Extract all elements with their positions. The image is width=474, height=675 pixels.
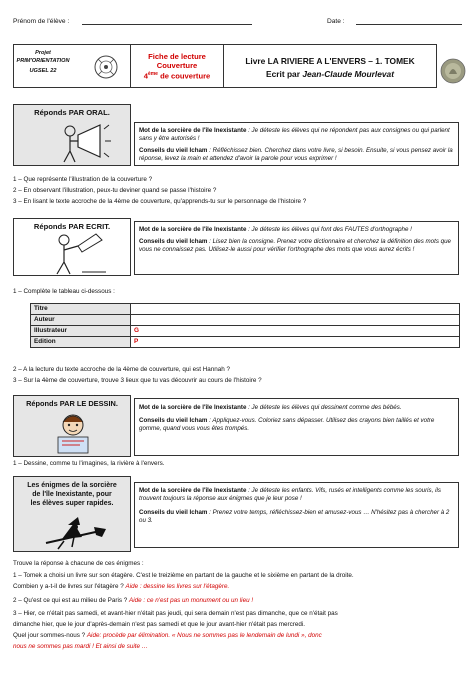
riddles-witch-label: Mot de la sorcière de l'île Inexistante [139, 487, 247, 494]
book-author [224, 69, 436, 80]
drawing-witch-quote [139, 404, 454, 412]
student-name-label: Prénom de l'élève : [13, 18, 70, 25]
table-value-cell[interactable] [131, 304, 460, 315]
drawing-witch-label: Mot de la sorcière de l'île Inexistante [139, 404, 247, 411]
sheet-title-rest: de couverture [157, 71, 211, 81]
riddle-3-line-3 [13, 632, 322, 640]
table-label-cell: Illustrateur [31, 326, 131, 337]
table-label-cell: Titre [31, 304, 131, 315]
project-line-1: Projet [35, 50, 51, 56]
sheet-title-line-1: Fiche de lecture [148, 52, 206, 61]
ugsel-logo-icon [92, 53, 120, 81]
date-line[interactable] [356, 24, 462, 25]
book-info-table [30, 303, 460, 348]
drawing-question: 1 – Dessine, comme tu l'imagines, la rivière à l'envers. [13, 460, 165, 467]
sheet-title [131, 52, 223, 81]
book-info-box [223, 44, 437, 88]
riddle-2 [13, 597, 253, 605]
witch-on-broom-icon [44, 517, 108, 551]
oral-icham-label: Conseils du vieil Icham [139, 146, 208, 154]
drawing-witch-text: : Je déteste les élèves qui dessinent comme des bébés. [246, 404, 402, 411]
written-advice-box [134, 221, 459, 275]
riddle-2-question: 2 – Qu'est ce qui est au milieu de Paris ? [13, 597, 130, 604]
riddles-advice-box [134, 482, 459, 548]
riddle-3-line-2: dimanche hier, que le jour d'après-demain n'est pas samedi et que le jour avant-hier n'était pas mercredi. [13, 621, 306, 628]
riddles-heading [14, 481, 130, 508]
riddle-1-line-2 [13, 583, 229, 591]
riddle-3-hint: Aide: procède par élimination. « Nous ne sommes pas le lendemain de lundi », donc [86, 632, 322, 639]
riddle-1-hint: Aide : dessine les livres sur l'étagère. [125, 583, 230, 590]
riddles-icham-text: : Prenez votre temps, réfléchissez-bien et amusez-vous … N'hésitez pas à chercher à 2 ou 3. [139, 508, 450, 524]
sheet-title-line-2: Couverture [156, 61, 198, 71]
drawing-icham-text: : Appliquez-vous. Coloriez sans dépasser. Utilisez des crayons bien taillés et votre gomme, quand vous vous êtes trompés. [139, 416, 435, 432]
oral-question-1: 1 – Que représente l'illustration de la couverture ? [13, 176, 153, 183]
table-row [31, 326, 460, 337]
oral-question-2: 2 – En observant l'illustration, peux-tu deviner quand se passe l'histoire ? [13, 187, 217, 194]
drawing-icham-label: Conseils du vieil Icham [139, 416, 208, 424]
sheet-title-num: 4 [143, 71, 148, 81]
riddle-3-line-1: 3 – Hier, ce n'était pas samedi, et avant-hier n'était pas jeudi, qui sera demain n'est pas dimanche, que ce n'était pas [13, 610, 338, 617]
riddle-3-question: Quel jour sommes-nous ? [13, 632, 87, 639]
riddles-witch-quote [139, 487, 454, 503]
oral-icham-text: : Réfléchissez bien. Cherchez dans votre livre, si besoin. Ensuite, si vous pensez avoir la réponse, levez la main et attendez d'avoir la parole pour vous exprimer ! [139, 146, 453, 162]
oral-question-3: 3 – En lisant le texte accroche de la 4ème de couverture, qu'apprends-tu sur le personnage de l'histoire ? [13, 198, 307, 205]
table-label-cell: Auteur [31, 315, 131, 326]
date-label: Date : [327, 18, 345, 25]
table-row [31, 315, 460, 326]
written-icham-label: Conseils du vieil Icham [139, 237, 208, 245]
riddles-heading-line-3: les élèves super rapides. [30, 500, 114, 508]
written-question-3: 3 – Sur la 4ème de couverture, trouve 3 lieux que tu vas découvrir au cours de l'histoire ? [13, 377, 262, 384]
sheet-title-line-3 [131, 71, 223, 81]
coin-seal-icon [440, 58, 466, 84]
drawing-advice-box [134, 398, 459, 456]
riddle-2-hint: Aide : ce n'est pas un monument ou un lieu ! [129, 597, 254, 604]
sheet-title-sup: ème [147, 70, 158, 77]
table-row [31, 304, 460, 315]
drawing-heading-box [13, 395, 131, 457]
drawing-icham-advice [139, 417, 454, 433]
riddles-heading-box [13, 476, 131, 552]
riddle-1-line-1: 1 – Tomek a choisi un livre sur son étagère. C'est le treizième en partant de la gauche et le sixième en partant de la droite. [13, 572, 354, 579]
table-intro: 1 – Complète le tableau ci-dessous : [13, 288, 115, 295]
riddles-intro: Trouve la réponse à chacune de ces énigmes : [13, 560, 144, 567]
written-heading: Réponds PAR ECRIT. [33, 222, 111, 231]
riddle-1-question: Combien y a-t-il de livres sur l'étagère ? [13, 583, 126, 590]
megaphone-icon [60, 119, 112, 164]
oral-witch-quote [139, 127, 454, 143]
table-row [31, 337, 460, 348]
project-line-2: PRIM'ORIENTATION [16, 57, 70, 64]
project-text [14, 50, 72, 76]
drawing-heading: Réponds PAR LE DESSIN. [26, 399, 118, 408]
author-name: Jean-Claude Mourlevat [302, 69, 394, 79]
written-heading-box [13, 218, 131, 276]
written-question-2: 2 – A la lecture du texte accroche de la 4ème de couverture, qui est Hannah ? [13, 366, 231, 373]
oral-icham-advice [139, 147, 454, 163]
oral-advice-box [134, 122, 459, 166]
project-line-3: UGSEL 22 [29, 68, 57, 75]
project-box [13, 44, 131, 88]
oral-witch-label: Mot de la sorcière de l'île Inexistante [139, 127, 247, 134]
riddles-icham-label: Conseils du vieil Icham [139, 508, 208, 516]
writing-figure-icon [50, 232, 108, 276]
riddles-heading-line-2: de l'île Inexistante, pour [32, 491, 112, 499]
table-value-cell[interactable]: P [131, 337, 460, 348]
student-name-line[interactable] [82, 24, 252, 25]
sheet-title-box [130, 44, 224, 88]
written-witch-label: Mot de la sorcière de l'île Inexistante [139, 226, 247, 233]
table-value-cell[interactable] [131, 315, 460, 326]
riddle-3-hint-continued: nous ne sommes pas mardi ! Et ainsi de suite … [13, 643, 149, 650]
written-witch-text: : Je déteste les élèves qui font des FAUTES d'orthographe ! [246, 226, 412, 233]
oral-witch-text: : Je déteste les élèves qui ne répondent pas aux consignes ou qui parlent sans y être autorisés ! [139, 127, 450, 142]
written-witch-quote [139, 226, 454, 234]
table-label-cell: Edition [31, 337, 131, 348]
written-icham-advice [139, 238, 454, 254]
written-icham-text: : Lisez bien la consigne. Prenez votre dictionnaire et cherchez la définition des mots que vous ne connaissez pas. Utilisez-le aussi pour vérifier l'orthographe des mots que vous aurez écrits ! [139, 237, 451, 253]
drawing-child-icon [50, 410, 96, 454]
riddles-icham-advice [139, 509, 454, 525]
oral-heading-box [13, 104, 131, 166]
table-value-cell[interactable]: G [131, 326, 460, 337]
book-title: Livre LA RIVIERE A L'ENVERS – 1. TOMEK [245, 56, 415, 66]
riddles-heading-line-1: Les énigmes de la sorcière [27, 482, 117, 489]
riddles-witch-text: : Je déteste les enfants. Vifs, rusés et intelligents comme les souris, ils trouvent toujours la réponse aux énigmes que je leur pose ! [139, 487, 441, 502]
oral-heading: Réponds PAR ORAL. [34, 108, 110, 117]
author-prefix: Ecrit par [266, 69, 303, 79]
